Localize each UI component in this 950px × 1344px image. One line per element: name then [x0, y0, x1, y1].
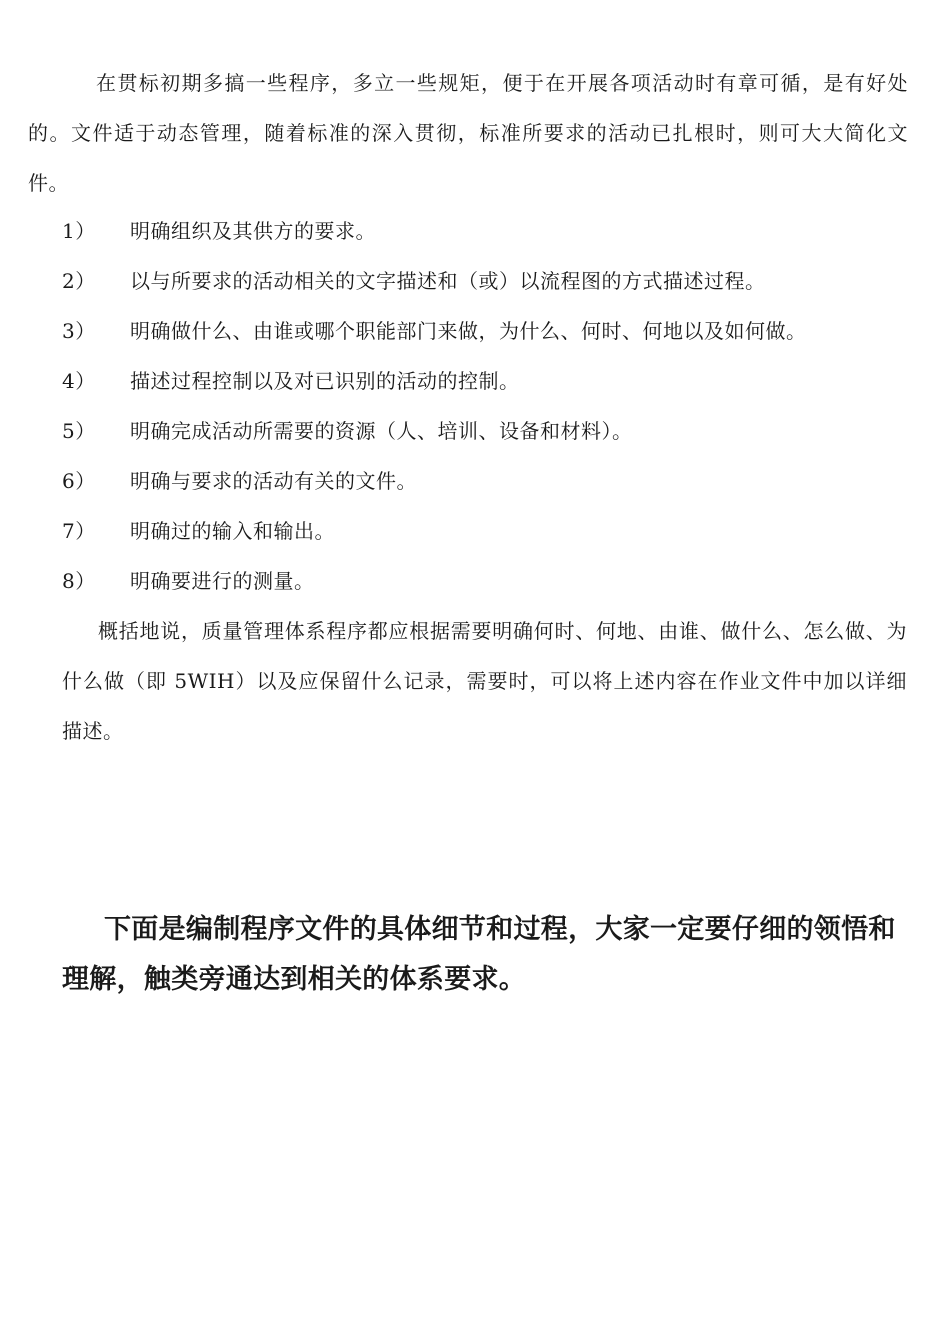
list-item [62, 456, 912, 506]
list-item-number: 3） [62, 319, 96, 343]
list-item-text: 明确完成活动所需要的资源（人、培训、设备和材料）。 [130, 419, 633, 443]
list-item-text: 描述过程控制以及对已识别的活动的控制。 [130, 369, 520, 393]
list-item-number: 1） [62, 219, 96, 243]
list-item-text: 明确过的输入和输出。 [130, 519, 335, 543]
list-item-number: 7） [62, 519, 96, 543]
requirements-list [62, 206, 912, 606]
list-item [62, 556, 912, 606]
list-item [62, 306, 912, 356]
list-item-text: 明确与要求的活动有关的文件。 [130, 469, 417, 493]
list-item-text: 以与所要求的活动相关的文字描述和（或）以流程图的方式描述过程。 [130, 269, 766, 293]
list-item-number: 8） [62, 569, 96, 593]
list-item [62, 356, 912, 406]
list-item-text: 明确做什么、由谁或哪个职能部门来做，为什么、何时、何地以及如何做。 [130, 319, 807, 343]
list-item-number: 6） [62, 469, 96, 493]
list-item-text: 明确要进行的测量。 [130, 569, 315, 593]
list-item [62, 506, 912, 556]
list-item [62, 206, 912, 256]
summary-paragraph: 概括地说，质量管理体系程序都应根据需要明确何时、何地、由谁、做什么、怎么做、为什么做（即 5WIH）以及应保留什么记录，需要时，可以将上述内容在作业文件中加以详细描述。 [62, 619, 907, 743]
list-item-number: 5） [62, 419, 96, 443]
list-item-number: 2） [62, 269, 96, 293]
list-item [62, 256, 912, 306]
list-item-number: 4） [62, 369, 96, 393]
intro-paragraph: 在贯标初期多搞一些程序，多立一些规矩，便于在开展各项活动时有章可循，是有好处的。文件适于动态管理，随着标准的深入贯彻，标准所要求的活动已扎根时，则可大大简化文件。 [28, 71, 908, 195]
bold-emphasis-paragraph: 下面是编制程序文件的具体细节和过程，大家一定要仔细的领悟和理解，触类旁通达到相关的体系要求。 [62, 914, 896, 995]
list-item-text: 明确组织及其供方的要求。 [130, 219, 376, 243]
list-item [62, 406, 912, 456]
